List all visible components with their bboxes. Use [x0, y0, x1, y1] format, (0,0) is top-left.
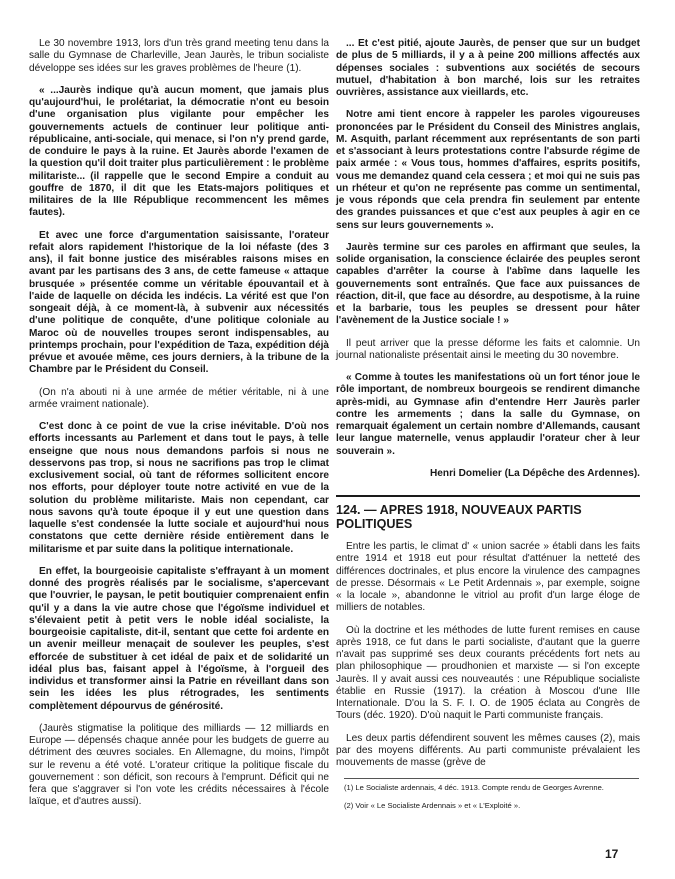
paragraph: En effet, la bourgeoisie capitaliste s'effrayant à un moment donné des progrès réalisés par le socialisme, s'apercevant que l'ouvrier, le paysan, le petit boutiquier comprenaient enfin qu'il y a dans la vie autre chose que l'égoïsme individuel et s'élevaient petit à petit vers le noble idéal socialiste, la bourgeoisie capitaliste, dit-il, sentant que cette foi ardente en un avenir meilleur menaçait de soulever les peuples, s'est efforcée de substituer à cet idéal de paix et de solidarité un idéal plus bas, faisant appel à l'égoïsme, à l'orgueil des individus et transformer ainsi la Patrie en réveillant dans son sein les idées les plus rétrogrades, les sentiments complètement dépourvus de générosité. — [29, 565, 329, 712]
paragraph: Il peut arriver que la presse déforme les faits et calomnie. Un journal nationaliste présentait ainsi le meeting du 30 novembre. — [336, 337, 640, 361]
left-column — [29, 38, 329, 819]
paragraph: « ...Jaurès indique qu'à aucun moment, que jamais plus qu'aujourd'hui, le prolétariat, la démocratie n'ont eu besoin d'une organisation plus vigilante pour empêcher les gouvernements actuels de continuer leur politique anti-républicaine, anti-sociale, qui menace, si l'on n'y prend garde, de conduire le pays à la ruine. Et Jaurès aborde l'examen de la question qu'il doit traiter plus particulièrement : le problème militariste... (il rappelle que le second Empire a conduit au gouffre de 1870, il dit que les Etats-majors politiques et militaires de la IIIe République recommencent les mêmes fautes). — [29, 84, 329, 219]
paragraph: Notre ami tient encore à rappeler les paroles vigoureuses prononcées par le Président du Conseil des Ministres anglais, M. Asquith, parlant récemment aux représentants de son parti et s'associant à leurs protestations contre l'absurde régime de paix armée : « Vous tous, hommes d'affaires, esprits positifs, vous me demandez quand cela cessera ; et moi qui ne suis pas un rhéteur et qu'on ne représente pas comme un sentimental, je vous réponds que cela prendra fin seulement par entente des grandes puissances et que c'est aux peuples à agir en ce sens sur leurs gouvernements ». — [336, 109, 640, 231]
paragraph: C'est donc à ce point de vue la crise inévitable. D'où nos efforts incessants au Parlement et dans tout le pays, à telle enseigne que nous nous demandons parfois si nous ne desservons pas trop, si nous ne sacrifions pas trop le climat exclusivement social, où tant de réformes sollicitent encore nos efforts, pour déployer toute notre activité en vue de la solution du problème militariste. Mais non cependant, car nous savons qu'à toute époque il y eut une question dans laquelle s'est condensée la lutte sociale et aujourd'hui nous constatons que cette dernière réside entièrement dans le militarisme et par suite dans la politique internationale. — [29, 421, 329, 555]
paragraph: Où la doctrine et les méthodes de lutte furent remises en cause après 1918, ce fut dans le parti socialiste, d'autant que la guerre n'avait pas supprimé ses deux courants précédents fort nets au plan philosophique — proudhonien et marxiste — si l'on excepte Jaurès. Il y avait aussi ces nouveautés : une République socialiste établie en Russie (1917). la création à Moscou d'une IIIe Internationale. D'ou la S. F. I. O. de 1905 éclata au Congrès de Tours (déc. 1920). D'où naquit le Parti communiste français. — [336, 624, 640, 722]
paragraph: ... Et c'est pitié, ajoute Jaurès, de penser que sur un budget de plus de 5 milliards, il y a à peine 200 millions affectés aux dépenses sociales : subventions aux sociétés de secours mutuel, d'habitation à bon marché, lois sur les retraites ouvrières, assistance aux vieillards, etc. — [336, 38, 640, 98]
paragraph: Le 30 novembre 1913, lors d'un très grand meeting tenu dans la salle du Gymnase de Charleville, Jean Jaurès, le tribun socialiste développe ses idées sur les graves problèmes de l'heure (1). — [29, 38, 329, 74]
footnotes — [344, 778, 639, 819]
section-heading: 124. — APRES 1918, NOUVEAUX PARTIS POLITIQUES — [336, 495, 640, 531]
paragraph: Les deux partis défendirent souvent les mêmes causes (2), mais par des moyens différents. Au parti communiste prévalaient les mouvements de masse (grève de — [336, 732, 640, 768]
right-column — [336, 38, 640, 779]
paragraph: Entre les partis, le climat d' « union sacrée » établi dans les faits entre 1914 et 1918 eut pour résultat d'atténuer la netteté des différences doctrinales, et plus encore la virulence des campagnes de presse. Désormais « Le Petit Ardennais », par exemple, soigne « la locale », abandonne le vitriol au profit d'un large éloge de milliers de notables. — [336, 541, 640, 614]
footnote: (2) Voir « Le Socialiste Ardennais » et « L'Exploité ». — [344, 801, 521, 810]
paragraph: Jaurès termine sur ces paroles en affirmant que seules, la solide organisation, la conscience éclairée des peuples seront capables d'arrêter la course à l'abîme dans laquelle les gouvernements sont entraînés. Que face aux puissances de réaction, dit-il, que face au désordre, au despotisme, à la ruine et la barbarie, tous les peuples se dressent pour hâter l'avènement de la Justice sociale ! » — [336, 241, 640, 327]
paragraph: Et avec une force d'argumentation saisissante, l'orateur refait alors rapidement l'historique de la loi néfaste (des 3 ans), il fait bonne justice des misérables raisons mises en avant par les partisans des 3 ans, de cette fameuse « attaque brusquée » présentée comme un véritable épouvantail et à l'aide de laquelle on décida les indécis. La vérité est que l'on songeait déjà, à ce moment-là, à subvenir aux nécessités d'une politique de conquête, d'une politique coloniale au Maroc où de nouvelles troupes seront indispensables, au printemps prochain, pour l'expédition de Taza, expédition déjà prévue et avouée même, ces jours derniers, à la tribune de la Chambre par le Président du Conseil. — [29, 229, 329, 376]
paragraph: (On n'a abouti ni à une armée de métier véritable, ni à une armée vraiment nationale). — [29, 386, 329, 410]
quote-signature: Henri Domelier (La Dépêche des Ardennes). — [430, 467, 640, 479]
page-number: 17 — [605, 847, 619, 861]
footnote: (1) Le Socialiste ardennais, 4 déc. 1913. Compte rendu de Georges Avrenne. — [344, 783, 604, 792]
paragraph: (Jaurès stigmatise la politique des milliards — 12 milliards en Europe — dépensés chaque année pour les budgets de guerre au détriment des œuvres sociales. En Allemagne, du moins, l'impôt sur le revenu a été voté. L'orateur critique la politique fiscale du gouvernement : son déficit, son recours à l'emprunt. Déficit qui ne fera que s'aggraver si l'on vote les crédits nécessaires à l'école laïque, et d'autres aussi). — [29, 722, 329, 808]
paragraph: « Comme à toutes les manifestations où un fort ténor joue le rôle important, de nombreux bourgeois se rendirent dimanche après-midi, au Gymnase afin d'entendre Herr Jaurès parler contre les armements ; dans la salle du Gymnase, on remarquait également un certain nombre d'Allemands, causant leur langue maternelle, venus applaudir l'orateur cher à leur souverain ». — [336, 372, 640, 457]
